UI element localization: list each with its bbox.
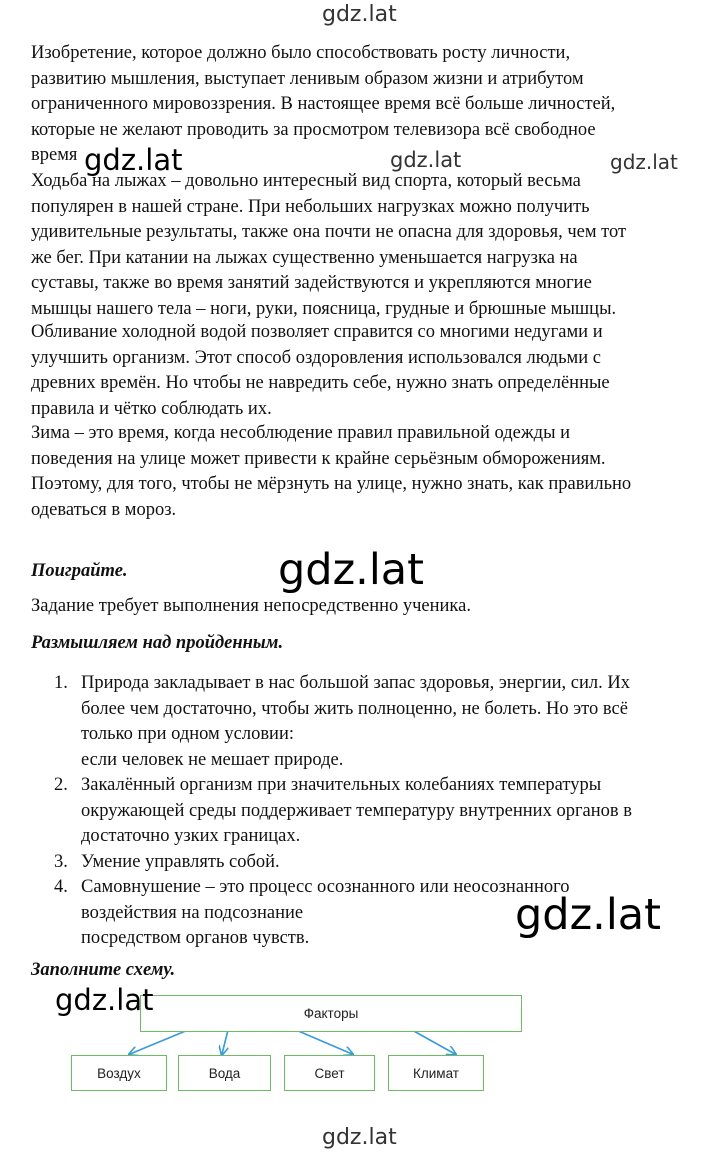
list-number: 1. — [54, 673, 68, 693]
watermark-large-center: gdz.lat — [278, 545, 424, 595]
watermark-bottom: gdz.lat — [322, 1125, 397, 1150]
paragraph-line: Изобретение, которое должно было способствовать росту личности, — [31, 43, 571, 63]
heading-scheme: Заполните схему. — [31, 960, 176, 980]
list-line: более чем достаточно, чтобы жить полноценно, не болеть. Но это всё — [81, 698, 628, 719]
list-line: посредством органов чувств. — [81, 928, 310, 948]
list-line: Самовнушение – это процесс осознанного или неосознанного — [81, 877, 570, 897]
arrow-to-water — [222, 1030, 228, 1054]
arrow-to-climate — [412, 1030, 455, 1054]
arrow-to-air — [130, 1030, 188, 1054]
heading-play: Поиграйте. — [31, 561, 128, 581]
paragraph-line: же бег. При катании на лыжах существенно уменьшается нагрузка на — [31, 247, 578, 268]
list-item — [54, 850, 704, 876]
list-line: воздействия на подсознание — [81, 902, 304, 923]
watermark-big-left: gdz.lat — [84, 143, 183, 177]
scheme-child-label: Свет — [314, 1065, 345, 1081]
paragraph-line: Поэтому, для того, чтобы не мёрзнуть на улице, нужно знать, как правильно — [31, 474, 632, 494]
scheme-child-label: Воздух — [97, 1065, 141, 1081]
list-line: окружающей среды поддерживает температуру внутренних органов в — [81, 800, 632, 821]
watermark-scheme: gdz.lat — [55, 983, 154, 1017]
scheme-child-box — [388, 1055, 484, 1091]
watermark-mid: gdz.lat — [390, 148, 462, 172]
scheme-child-box — [178, 1055, 271, 1091]
scheme-root-label: Факторы — [303, 1006, 359, 1021]
watermark-top: gdz.lat — [322, 2, 397, 27]
paragraph-line: ограниченного мировоззрения. В настоящее время всё больше личностей, — [31, 94, 616, 114]
paragraph-line: Зима – это время, когда несоблюдение правил правильной одежды и — [31, 423, 571, 443]
paragraph-line: улучшить организм. Этот способ оздоровления использовался людьми с — [31, 347, 601, 368]
paragraph-winter — [31, 421, 711, 523]
list-item — [54, 773, 704, 850]
paragraph-line: развитию мышления, выступает ленивым образом жизни и атрибутом — [31, 68, 584, 89]
scheme-child-label: Климат — [413, 1065, 459, 1081]
paragraph-line: правила и чётко соблюдать их. — [31, 398, 272, 419]
paragraph-line: Обливание холодной водой позволяет справится со многими недугами и — [31, 322, 603, 342]
paragraph-line: мышцы нашего тела – ноги, руки, поясница, грудные и брюшные мышцы. — [31, 298, 617, 319]
scheme-child-box — [71, 1055, 167, 1091]
scheme-child-box — [284, 1055, 375, 1091]
list-line: достаточно узких границах. — [81, 826, 301, 846]
scheme-child-label: Вода — [208, 1065, 241, 1081]
play-task-text: Задание требует выполнения непосредственно ученика. — [31, 596, 471, 616]
list-line: только при одном условии: — [81, 724, 294, 744]
list-item — [54, 671, 704, 773]
paragraph-line: удивительные результаты, также она почти не опасна для здоровья, чем тот — [31, 222, 627, 242]
paragraph-line: поведения на улице может привести к крайне серьёзным обморожениям. — [31, 448, 606, 469]
paragraph-line: популярен в нашей стране. При небольших нагрузках можно получить — [31, 196, 590, 217]
list-line: Природа закладывает в нас большой запас здоровья, энергии, сил. Их — [81, 673, 630, 693]
paragraph-line: которые не желают проводить за просмотром телевизора всё свободное — [31, 119, 596, 140]
paragraph-line: одеваться в мороз. — [31, 499, 177, 520]
paragraph-cold-water — [31, 320, 711, 422]
paragraph-skiing — [31, 169, 711, 322]
paragraph-line: Ходьба на лыжах – довольно интересный вид спорта, который весьма — [31, 171, 581, 191]
paragraph-line: древних времён. Но чтобы не навредить себе, нужно знать определённые — [31, 373, 610, 393]
heading-reflect: Размышляем над пройденным. — [31, 633, 284, 653]
watermark-large-right: gdz.lat — [515, 890, 661, 940]
list-line: Умение управлять собой. — [81, 851, 280, 872]
arrow-to-light — [296, 1030, 352, 1054]
list-line: если человек не мешает природе. — [81, 749, 344, 770]
list-number: 3. — [54, 851, 68, 872]
watermark-mid-right: gdz.lat — [610, 150, 678, 174]
paragraph-line: суставы, также во время занятий задействуются и укрепляются многие — [31, 273, 592, 293]
scheme-root-box — [140, 995, 522, 1032]
paragraph-line: время — [31, 145, 78, 165]
list-line: Закалённый организм при значительных колебаниях температуры — [81, 775, 602, 795]
list-number: 2. — [54, 775, 68, 795]
list-number: 4. — [54, 877, 68, 897]
